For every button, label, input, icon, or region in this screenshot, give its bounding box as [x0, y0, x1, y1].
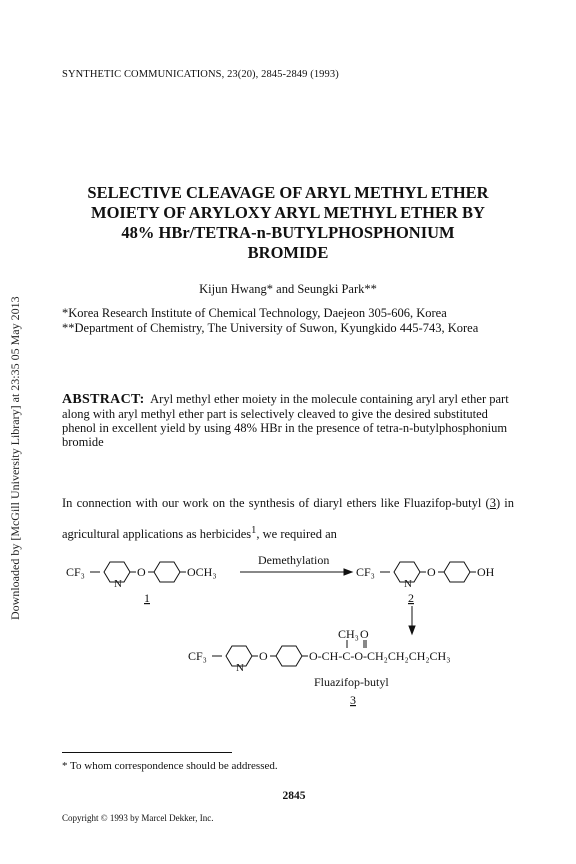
- compound-ref: 3: [489, 496, 496, 510]
- footnote-rule: [62, 752, 232, 753]
- arrow-label: Demethylation: [258, 553, 330, 567]
- body-text: ) in agricultural applications as herbicides: [62, 496, 514, 542]
- ring-nitrogen: N: [404, 578, 412, 590]
- cf3-group: CF₃: [356, 565, 375, 579]
- abstract: [62, 392, 514, 449]
- compound-3-label: 3: [350, 693, 356, 707]
- author-list: Kijun Hwang* and Seungki Park**: [199, 282, 377, 296]
- abstract-text: Aryl methyl ether moiety in the molecule containing aryl aryl ether part along with aryl methyl ether part is selectively cleaved to give the desired substituted phenol in excellent yield by using 48% HBr in the presence of tetra-n-butylphosphonium bromide: [62, 392, 509, 449]
- hydroxyl-group: OH: [477, 565, 495, 579]
- methyl-group: CH₃: [338, 627, 359, 641]
- title-line: BROMIDE: [247, 243, 329, 262]
- compound-1-label: 1: [144, 591, 150, 605]
- abstract-label: ABSTRACT:: [62, 392, 145, 407]
- cf3-group: CF₃: [66, 565, 85, 579]
- title-line: SELECTIVE CLEAVAGE OF ARYL METHYL ETHER: [87, 183, 489, 202]
- affiliation-2: **Department of Chemistry, The University of Suwon, Kyungkido 445-743, Korea: [62, 320, 479, 335]
- article-title: [60, 183, 516, 263]
- reaction-scheme: [62, 542, 514, 732]
- ether-oxygen: O: [137, 565, 146, 579]
- affiliations: [62, 306, 514, 335]
- body-text: , we required an: [256, 527, 337, 542]
- title-line: MOIETY OF ARYLOXY ARYL METHYL ETHER BY: [91, 203, 485, 222]
- ester-chain: O-CH-C-O-CH₂CH₂CH₂CH₃: [309, 649, 451, 663]
- body-paragraph: [62, 489, 514, 548]
- body-text: In connection with our work on the synthesis of diaryl ethers like Fluazifop-butyl (: [62, 496, 490, 510]
- ring-nitrogen: N: [114, 578, 122, 590]
- cf3-group: CF₃: [188, 649, 207, 663]
- page-number: 2845: [282, 790, 306, 802]
- journal-header: SYNTHETIC COMMUNICATIONS, 23(20), 2845-2849 (1993): [62, 69, 339, 80]
- ether-oxygen: O: [427, 565, 436, 579]
- methoxy-group: OCH₃: [187, 565, 217, 579]
- copyright-notice: Copyright © 1993 by Marcel Dekker, Inc.: [62, 813, 214, 823]
- citation-marker: 1: [251, 525, 257, 536]
- ether-oxygen: O: [259, 649, 268, 663]
- ring-nitrogen: N: [236, 662, 244, 674]
- download-watermark: Downloaded by [McGill University Library] at 23:35 05 May 2013: [8, 296, 22, 620]
- compound-2-label: 2: [408, 591, 414, 605]
- title-line: 48% HBr/TETRA-n-BUTYLPHOSPHONIUM: [121, 223, 455, 242]
- footnote: * To whom correspondence should be addressed.: [62, 760, 278, 772]
- product-name: Fluazifop-butyl: [314, 675, 389, 689]
- affiliation-1: *Korea Research Institute of Chemical Technology, Daejeon 305-606, Korea: [62, 306, 447, 320]
- carbonyl-oxygen: O: [360, 627, 369, 641]
